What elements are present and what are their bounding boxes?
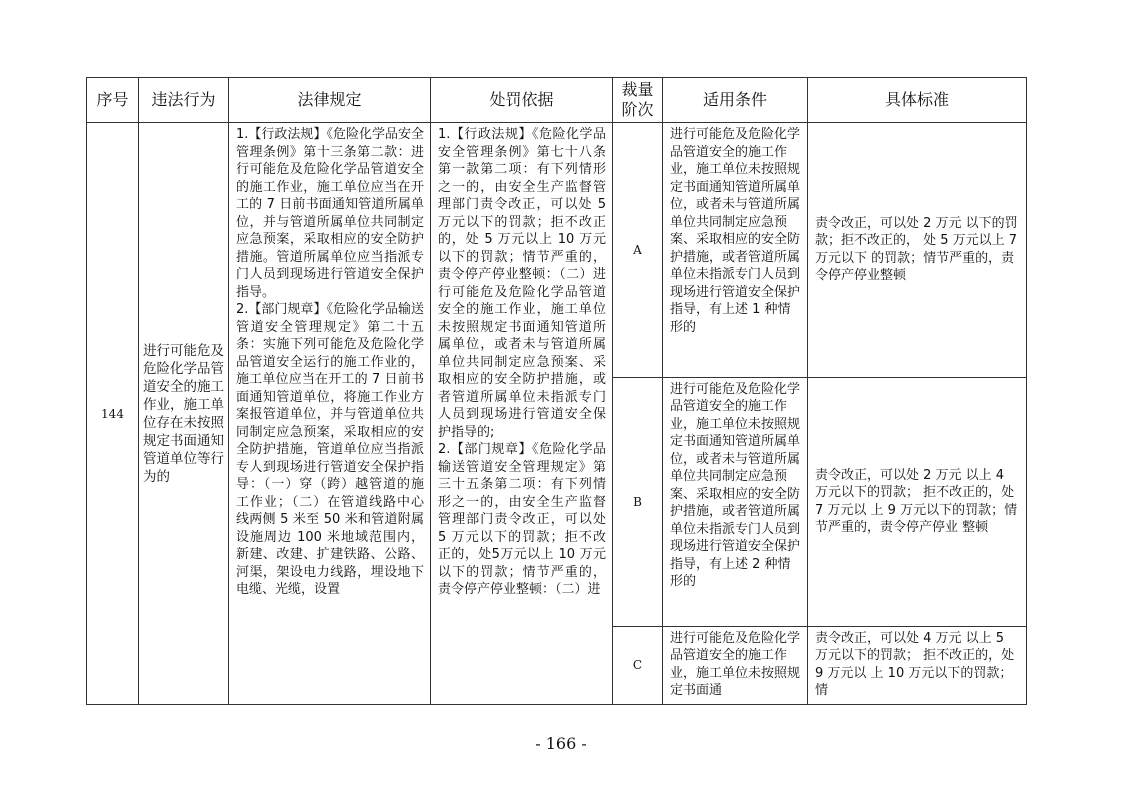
law-provisions	[229, 123, 431, 705]
level-a: A	[613, 123, 663, 378]
level-c: C	[613, 626, 663, 704]
row-number: 144	[87, 123, 139, 705]
condition-b	[663, 377, 808, 626]
header-row	[87, 78, 1027, 123]
header-level: 裁量 阶次	[613, 78, 663, 123]
header-condition: 适用条件	[663, 78, 808, 123]
penalty-standard-table	[86, 77, 1027, 705]
penalty-basis	[431, 123, 613, 705]
header-seq: 序号	[87, 78, 139, 123]
condition-c-text: 进行可能危及危险化学品管道安全的施工作业，施工单位未按照规定书面通	[670, 630, 801, 699]
violation-description: 进行可能危及危险化学品管道安全的施工作业，施工单位存在未按照规定书面通知管道单位等行为的	[139, 123, 229, 705]
level-b: B	[613, 377, 663, 626]
header-basis: 处罚依据	[431, 78, 613, 123]
standard-c: 责令改正，可以处 4 万元 以上 5 万元以下的罚款； 拒不改正的，处 9 万元以 上 10 万元以下的罚款；情	[808, 626, 1027, 704]
page-number: - 166 -	[535, 734, 587, 753]
standard-b: 责令改正，可以处 2 万元 以上 4 万元以下的罚款； 拒不改正的，处 7 万元以 上 9 万元以下的罚款；情 节严重的，责令停产停业 整顿	[808, 377, 1027, 626]
condition-b-text: 进行可能危及危险化学品管道安全的施工作业，施工单位未按照规定书面通知管道所属单位，或者未与管道所属单位共同制定应急预案、采取相应的安全防护措施，或者管道所属单位未指派专门人员到现场进行管道安全保护指导，有上述 2 种情形的	[670, 381, 801, 590]
condition-c	[663, 626, 808, 704]
header-violation: 违法行为	[139, 78, 229, 123]
law-provisions-text: 1.【行政法规】《危险化学品安全管理条例》第十三条第二款：进行可能危及危险化学品管道安全的施工作业，施工单位应当在开工的 7 日前书面通知管道所属单位，并与管道所属单位共同制定应急预案，采取相应的安全防护措施。管道所属单位应当指派专门人员到现场进行管道安全保护指导。 2.【部门规章】《危险化学品输送管道安全管理规定》第二十五条：实施下列可能危及危险化学品管道安全运行的施工作业的，施工单位应当在开工的 7 日前书面通知管道单位，将施工作业方案报管道单位，并与管道单位共同制定应急预案，采取相应的安全防护措施，管道单位应当指派专人到现场进行管道安全保护指导：（一）穿（跨）越管道的施工作业；（二）在管道线路中心线两侧 5 米至 50 米和管道附属设施周边 100 米地域范围内，新建、改建、扩建铁路、公路、河渠，架设电力线路，埋设地下电缆、光缆，设置	[236, 127, 424, 597]
penalty-basis-text: 1.【行政法规】《危险化学品安全管理条例》第七十八条第一款第二项：有下列情形之一的，由安全生产监督管理部门责令改正，可以处 5 万元以下的罚款；拒不改正的，处 5 万元以上 10 万元以下的罚款；情节严重的，责令停产停业整顿：（二）进行可能危及危险化学品管道安全的施工作业，施工单位未按照规定书面通知管道所属单位，或者未与管道所属单位共同制定应急预案、采取相应的安全防护措施，或者管道所属单位未指派专门人员到现场进行管道安全保护指导的; 2.【部门规章】《危险化学品输送管道安全管理规定》第三十五条第二项：有下列情形之一的，由安全生产监督管理部门责令改正，可以处 5 万元以下的罚款；拒不改正的，处5万元以上 10 万元以下的罚款；情节严重的，责令停产停业整顿：（二）进	[438, 127, 606, 597]
header-standard: 具体标准	[808, 78, 1027, 123]
condition-a	[663, 123, 808, 378]
standard-a: 责令改正，可以处 2 万元 以下的罚款；拒不改正的， 处 5 万元以上 7 万元以下 的罚款；情节严重的，责 令停产停业整顿	[808, 123, 1027, 378]
table-row	[87, 123, 1027, 378]
condition-a-text: 进行可能危及危险化学品管道安全的施工作业，施工单位未按照规定书面通知管道所属单位，或者未与管道所属单位共同制定应急预案、采取相应的安全防护措施，或者管道所属单位未指派专门人员到现场进行管道安全保护指导，有上述 1 种情形的	[670, 127, 801, 335]
header-law: 法律规定	[229, 78, 431, 123]
